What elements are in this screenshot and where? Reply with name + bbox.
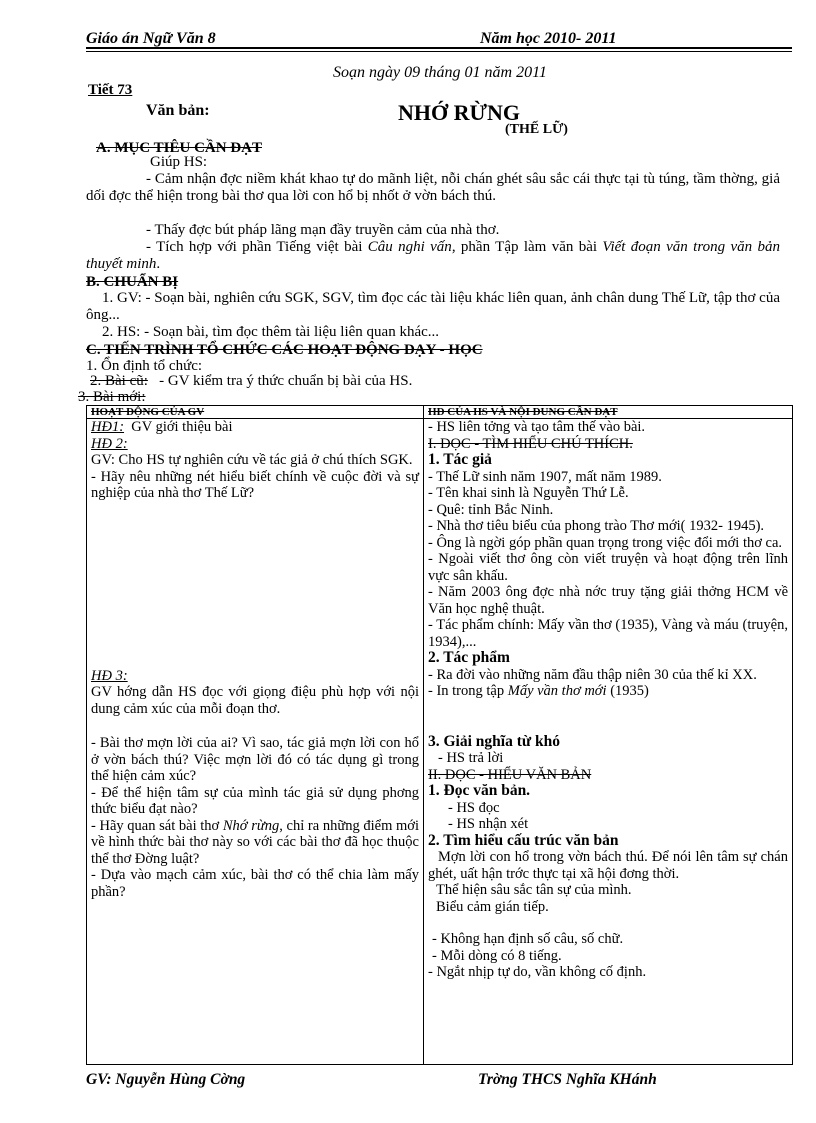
hd2-label: HĐ 2: bbox=[91, 435, 128, 452]
hd3-label: HĐ 3: bbox=[91, 667, 128, 684]
tac-gia-line: - Năm 2003 ông đợc nhà nớc truy tặng giải thởng HCM về Văn học nghệ thuật. bbox=[428, 584, 788, 617]
lesson-table bbox=[86, 405, 793, 1065]
objective-1: - Cảm nhận đợc niềm khát khao tự do mãnh liệt, nỗi chán ghét sâu sắc cái thực tại tù túng, tầm thờng, giả dối đợc thể hiện trong bài thơ qua lời con hổ bị nhốt ở vờn bách thú. bbox=[86, 171, 780, 204]
tac-pham-line-2 bbox=[428, 683, 788, 700]
cau-truc-heading: 2. Tìm hiểu cấu trúc văn bản bbox=[428, 831, 619, 849]
header-left: Giáo án Ngữ Văn 8 bbox=[86, 30, 216, 47]
objective-3 bbox=[86, 239, 780, 273]
spacer bbox=[428, 700, 788, 734]
integrate-lesson-2: Viết đoạn văn trong văn bản thuyết minh bbox=[86, 239, 780, 272]
tac-pham-heading: 2. Tác phẩm bbox=[428, 649, 510, 666]
section-c-heading: C. TIẾN TRÌNH TỔ CHỨC CÁC HOẠT ĐỘNG DẠY - HỌC bbox=[86, 342, 483, 358]
q3-poem-title: Nhớ rừng bbox=[222, 817, 280, 834]
tac-gia-line: - Ngoài viết thơ ông còn viết truyện và hoạt động trên lĩnh vực sân khấu. bbox=[428, 551, 788, 584]
col-gv-header: HOẠT ĐỘNG CỦA GV bbox=[87, 406, 424, 419]
cau-truc-line-3: Biểu cảm gián tiếp. bbox=[436, 898, 549, 915]
header-right: Năm học 2010- 2011 bbox=[480, 30, 617, 47]
table-body-row bbox=[87, 419, 793, 1065]
col-hs-header: HĐ CỦA HS VÀ NỘI DUNG CẦN ĐẠT bbox=[424, 406, 793, 419]
tac-gia-line: - Quê: tỉnh Bắc Ninh. bbox=[428, 501, 554, 518]
hs-content-cell bbox=[424, 419, 793, 1065]
spacer bbox=[91, 502, 419, 668]
question-4: - Dựa vào mạch cảm xúc, bài thơ có thể chia làm mấy phần? bbox=[91, 867, 419, 900]
tac-gia-heading: 1. Tác giả bbox=[428, 451, 492, 468]
hd1-block bbox=[91, 419, 419, 436]
question-3 bbox=[91, 818, 419, 868]
question-2: - Để thể hiện tâm sự của mình tác giả sử dụng phơng thức biểu đạt nào? bbox=[91, 784, 419, 817]
table-header-row bbox=[87, 406, 793, 419]
integrate-end: . bbox=[156, 256, 161, 272]
section-a-intro: Giúp HS: bbox=[150, 154, 208, 170]
tac-gia-line: - Thế Lữ sinh năm 1907, mất năm 1989. bbox=[428, 468, 662, 485]
cau-truc-line-1: Mợn lời con hổ trong vờn bách thú. Để nói lên tâm sự chán ghét, uất hận trớc thực tại xã hội đơng thời. bbox=[428, 849, 788, 882]
step-3: 3. Bài mới: bbox=[78, 389, 146, 405]
objective-2: - Thấy đợc bút pháp lãng mạn đầy truyền cảm của nhà thơ. bbox=[146, 222, 500, 238]
header-rule-thin bbox=[86, 51, 792, 52]
hd1-label: HĐ1: bbox=[91, 419, 125, 435]
doc-van-ban-heading: 1. Đọc văn bản. bbox=[428, 782, 531, 799]
text-label: Văn bản: bbox=[146, 102, 210, 119]
tac-gia-line: - Ông là ngời góp phần quan trọng trong việc đổi mới thơ ca. bbox=[428, 534, 783, 551]
integrate-pre: - Tích hợp với phần Tiếng việt bài bbox=[146, 239, 368, 255]
giai-nghia-line: - HS trả lời bbox=[438, 750, 504, 766]
section-ii-heading: II. ĐỌC - HIỂU VĂN BẢN bbox=[428, 766, 592, 783]
section-i-heading: I. ĐỌC - TÌM HIỂU CHÚ THÍCH. bbox=[428, 435, 633, 452]
hinh-thuc-line: - Mỗi dòng có 8 tiếng. bbox=[432, 947, 562, 964]
tac-gia-line: - Tác phẩm chính: Mấy vần thơ (1935), Vàng và máu (truyện, 1934),... bbox=[428, 617, 788, 650]
tac-pham-collection: Mấy vần thơ mới bbox=[507, 683, 607, 699]
tac-gia-line: - Nhà thơ tiêu biểu của phong trào Thơ mới( 1932- 1945). bbox=[428, 518, 765, 534]
hd3-text: GV hớng dẫn HS đọc với giọng điệu phù hợp với nội dung cảm xúc của mỗi đoạn thơ. bbox=[91, 684, 419, 717]
doc-van-ban-line-1: - HS đọc bbox=[448, 799, 500, 816]
footer-school: Trờng THCS Nghĩa KHánh bbox=[478, 1071, 657, 1088]
page-title: NHỚ RỪNG bbox=[398, 100, 521, 125]
lesson-date: Soạn ngày 09 tháng 01 năm 2011 bbox=[333, 64, 547, 81]
q3-post: , chỉ ra những điểm mới về hình thức bài thơ này so với các bài thơ đã học thuộc thể thơ Đờng luật? bbox=[91, 817, 419, 867]
integrate-mid: , phần Tập làm văn bài bbox=[451, 239, 603, 255]
prep-gv: 1. GV: - Soạn bài, nghiên cứu SGK, SGV, tìm đọc các tài liệu khác liên quan, ảnh chân dung Thế Lữ, tập thơ của ông... bbox=[86, 290, 780, 323]
tac-pham-l2-pre: - In trong tập bbox=[428, 683, 508, 699]
question-1: - Bài thơ mợn lời của ai? Vì sao, tác giả mợn lời con hổ ở vờn bách thú? Việc mợn lời đó có tác dụng gì trong thể hiện cảm xúc? bbox=[91, 735, 419, 784]
hd2-line-2: - Hãy nêu những nét hiểu biết chính về cuộc đời và sự nghiệp của nhà thơ Thế Lữ? bbox=[91, 468, 419, 501]
step-2 bbox=[90, 373, 412, 390]
hd2-line-1: GV: Cho HS tự nghiên cứu về tác giả ở chú thích SGK. bbox=[91, 452, 413, 468]
hs-activity-1: - HS liên tởng và tạo tâm thế vào bài. bbox=[428, 419, 646, 435]
section-a-heading: A. MỤC TIÊU CẦN ĐẠT bbox=[96, 140, 262, 156]
cau-truc-line-2: Thể hiện sâu sắc tân sự của mình. bbox=[436, 882, 632, 898]
giai-nghia-heading: 3. Giải nghĩa từ khó bbox=[428, 732, 561, 750]
tac-pham-line-1: - Ra đời vào những năm đầu thập niên 30 của thế kỉ XX. bbox=[428, 666, 757, 683]
doc-van-ban-line-2: - HS nhận xét bbox=[448, 816, 529, 832]
header-rule bbox=[86, 47, 792, 49]
prep-hs: 2. HS: - Soạn bài, tìm đọc thêm tài liệu liên quan khác... bbox=[102, 324, 440, 340]
spacer bbox=[428, 915, 788, 931]
step-1: 1. Ổn định tổ chức: bbox=[86, 358, 203, 374]
gv-activities-cell bbox=[87, 419, 424, 1065]
tac-gia-line: - Tên khai sinh là Nguyễn Thứ Lễ. bbox=[428, 485, 629, 501]
step-2-label: 2. Bài cũ: bbox=[90, 373, 148, 389]
lesson-number: Tiết 73 bbox=[88, 82, 133, 98]
q3-pre: - Hãy quan sát bài thơ bbox=[91, 817, 223, 834]
hd1-text: GV giới thiệu bài bbox=[131, 419, 233, 435]
integrate-lesson-1: Câu nghi vấn bbox=[367, 239, 452, 255]
page-subtitle: (THẾ LỮ) bbox=[505, 122, 568, 137]
spacer bbox=[91, 717, 419, 735]
tac-pham-l2-post: (1935) bbox=[606, 683, 649, 699]
hinh-thuc-line: - Ngắt nhịp tự do, vần không cố định. bbox=[428, 964, 647, 980]
step-2-text: - GV kiểm tra ý thức chuẩn bị bài của HS. bbox=[159, 373, 413, 389]
hinh-thuc-line: - Không hạn định số câu, số chữ. bbox=[432, 931, 624, 947]
section-b-heading: B. CHUẨN BỊ bbox=[86, 274, 179, 290]
footer-teacher: GV: Nguyễn Hùng Cờng bbox=[86, 1071, 246, 1088]
